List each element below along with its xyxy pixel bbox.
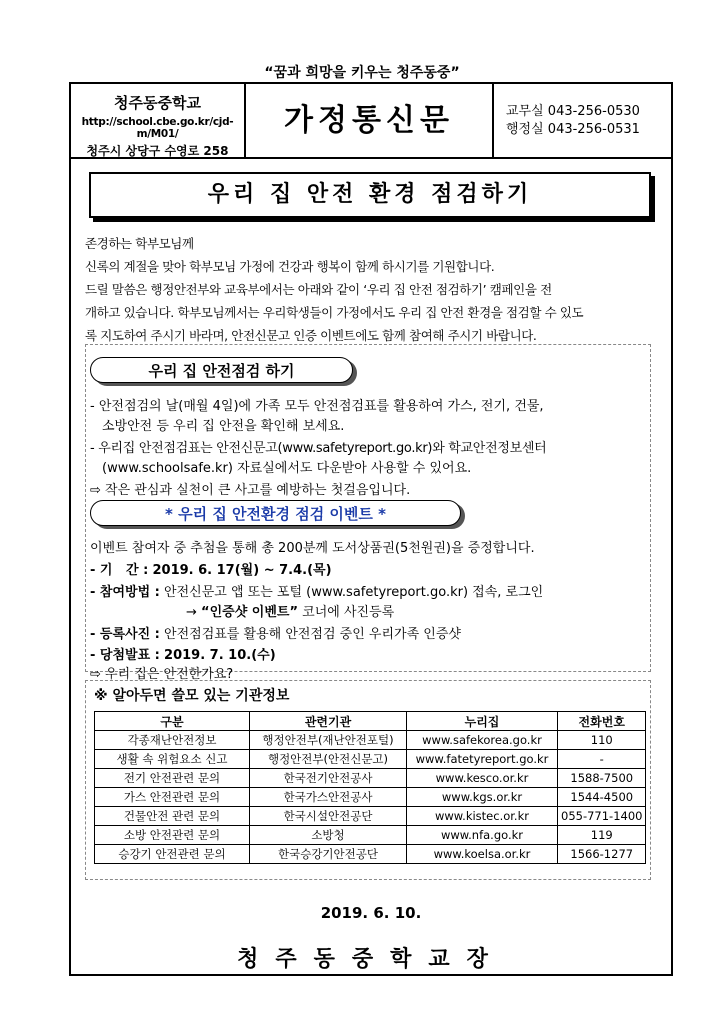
bullet2-line1: - 우리집 안전점검표는 안전신문고(www.safetyreport.go.kr)와 학교안전정보센터 — [90, 441, 547, 456]
table-row — [95, 731, 646, 750]
intro-p1: 신록의 계절을 맞아 학부모님 가정에 건강과 행복이 함께 하시기를 기원합니다. — [85, 259, 495, 274]
method-tail: 코너에 사진등록 — [302, 605, 395, 620]
school-address: 청주시 상당구 수영로 258 — [86, 144, 229, 158]
phone-office: 교무실 043-256-0530 — [506, 104, 640, 119]
method-event: “인증샷 이벤트” — [201, 605, 299, 620]
announce-value: 2019. 7. 10.(수) — [164, 648, 276, 663]
intro-p2-line1: 드릴 말씀은 행정안전부와 교육부에서는 아래와 같이 ‘우리 집 안전 점검하기’ 캠페인을 전 — [85, 282, 552, 297]
table-cell: 1544-4500 — [558, 788, 646, 807]
letter-frame — [69, 82, 673, 976]
col-header: 누리집 — [407, 712, 558, 731]
table-cell: 소방청 — [250, 826, 407, 845]
table-cell: 119 — [558, 826, 646, 845]
section2-title: * 우리 집 안전환경 점검 이벤트 * — [90, 500, 461, 526]
event-announce — [90, 644, 276, 663]
table-cell: 110 — [558, 731, 646, 750]
table-cell: 승강기 안전관련 문의 — [95, 845, 250, 864]
period-label: - 기 간 : — [90, 563, 149, 578]
campaign-section — [85, 344, 651, 682]
table-cell: 소방 안전관련 문의 — [95, 826, 250, 845]
col-header: 관련기관 — [250, 712, 407, 731]
greeting: 존경하는 학부모님께 — [85, 236, 194, 251]
table-cell[interactable]: www.kistec.or.kr — [407, 807, 558, 826]
section1-title: 우리 집 안전점검 하기 — [90, 357, 353, 383]
table-cell: - — [558, 750, 646, 769]
bullet1-line1: - 안전점검의 날(매월 4일)에 가족 모두 안전점검표를 활용하여 가스, 전기, 건물, — [90, 399, 544, 414]
table-cell: 행정안전부(안전신문고) — [250, 750, 407, 769]
table-cell: 055-771-1400 — [558, 807, 646, 826]
table-row — [95, 807, 646, 826]
table-cell: 한국가스안전공사 — [250, 788, 407, 807]
table-cell: 전기 안전관련 문의 — [95, 769, 250, 788]
period-value: 2019. 6. 17(월) ~ 7.4.(목) — [152, 563, 332, 578]
col-header: 구분 — [95, 712, 250, 731]
announce-label: - 당첨발표 : — [90, 648, 160, 663]
table-row — [95, 845, 646, 864]
table-header-row — [95, 712, 646, 731]
agency-table — [94, 711, 646, 864]
event-photo — [90, 623, 461, 642]
photo-value: 안전점검표를 활용해 안전점검 중인 우리가족 인증샷 — [164, 627, 461, 642]
table-cell: 1588-7500 — [558, 769, 646, 788]
section1-note: ⇨ 작은 관심과 실천이 큰 사고를 예방하는 첫걸음입니다. — [90, 483, 411, 498]
col-header: 전화번호 — [558, 712, 646, 731]
main-title: 우리 집 안전 환경 점검하기 — [89, 172, 651, 218]
method-arrow: → — [186, 605, 197, 620]
table-cell: 가스 안전관련 문의 — [95, 788, 250, 807]
intro-p2-line2: 개하고 있습니다. 학부모님께서는 우리학생들이 가정에서도 우리 집 안전 환경을 점검할 수 있도 — [85, 305, 584, 320]
bullet1-line2: 소방안전 등 우리 집 안전을 확인해 보세요. — [102, 419, 345, 434]
school-info — [71, 84, 246, 157]
phone-admin: 행정실 043-256-0531 — [506, 122, 640, 137]
table-cell: 행정안전부(재난안전포털) — [250, 731, 407, 750]
contact-info — [494, 84, 671, 157]
info-title: ※ 알아두면 쓸모 있는 기관정보 — [94, 688, 290, 704]
school-name: 청주동중학교 — [114, 94, 201, 112]
table-cell[interactable]: www.koelsa.or.kr — [407, 845, 558, 864]
event-desc: 이벤트 참여자 중 추첨을 통해 총 200분께 도서상품권(5천원권)을 증정합니다. — [90, 541, 535, 556]
table-cell: 생활 속 위험요소 신고 — [95, 750, 250, 769]
table-row — [95, 769, 646, 788]
table-cell[interactable]: www.safekorea.go.kr — [407, 731, 558, 750]
table-cell[interactable]: www.fatetyreport.go.kr — [407, 750, 558, 769]
table-cell: 1566-1277 — [558, 845, 646, 864]
photo-label: - 등록사진 : — [90, 627, 160, 642]
table-cell: 한국시설안전공단 — [250, 807, 407, 826]
letter-header — [71, 84, 671, 159]
table-cell[interactable]: www.kesco.or.kr — [407, 769, 558, 788]
event-period — [90, 559, 332, 578]
event-method-2 — [186, 601, 394, 620]
event-method — [90, 581, 543, 600]
intro-text — [85, 232, 651, 347]
agency-info-section — [85, 680, 651, 880]
table-cell: 한국전기안전공사 — [250, 769, 407, 788]
method-label: - 참여방법 : — [90, 585, 160, 600]
table-cell[interactable]: www.kgs.or.kr — [407, 788, 558, 807]
method-value: 안전신문고 앱 또는 포털 (www.safetyreport.go.kr) 접속, 로그인 — [164, 585, 544, 600]
intro-p2-line3: 록 지도하여 주시기 바라며, 안전신문고 인증 이벤트에도 함께 참여해 주시기 바랍니다. — [85, 328, 537, 343]
letter-date: 2019. 6. 10. — [320, 904, 422, 922]
section2-note: ⇨ 우리 집은 안전한가요? — [90, 667, 234, 682]
table-row — [95, 788, 646, 807]
table-cell: 건물안전 관련 문의 — [95, 807, 250, 826]
table-cell: 한국승강기안전공단 — [250, 845, 407, 864]
table-row — [95, 750, 646, 769]
school-url[interactable]: http://school.cbe.go.kr/cjd-m/M01/ — [81, 116, 234, 140]
letter-title: 가정통신문 — [246, 84, 494, 157]
table-row — [95, 826, 646, 845]
bullet2-line2: (www.schoolsafe.kr) 자료실에서도 다운받아 사용할 수 있어요. — [102, 461, 472, 476]
school-motto: “꿈과 희망을 키우는 청주동중” — [264, 65, 460, 81]
table-cell: 각종재난안전정보 — [95, 731, 250, 750]
table-cell[interactable]: www.nfa.go.kr — [407, 826, 558, 845]
principal-signature: 청주동중학교장 — [237, 947, 505, 972]
